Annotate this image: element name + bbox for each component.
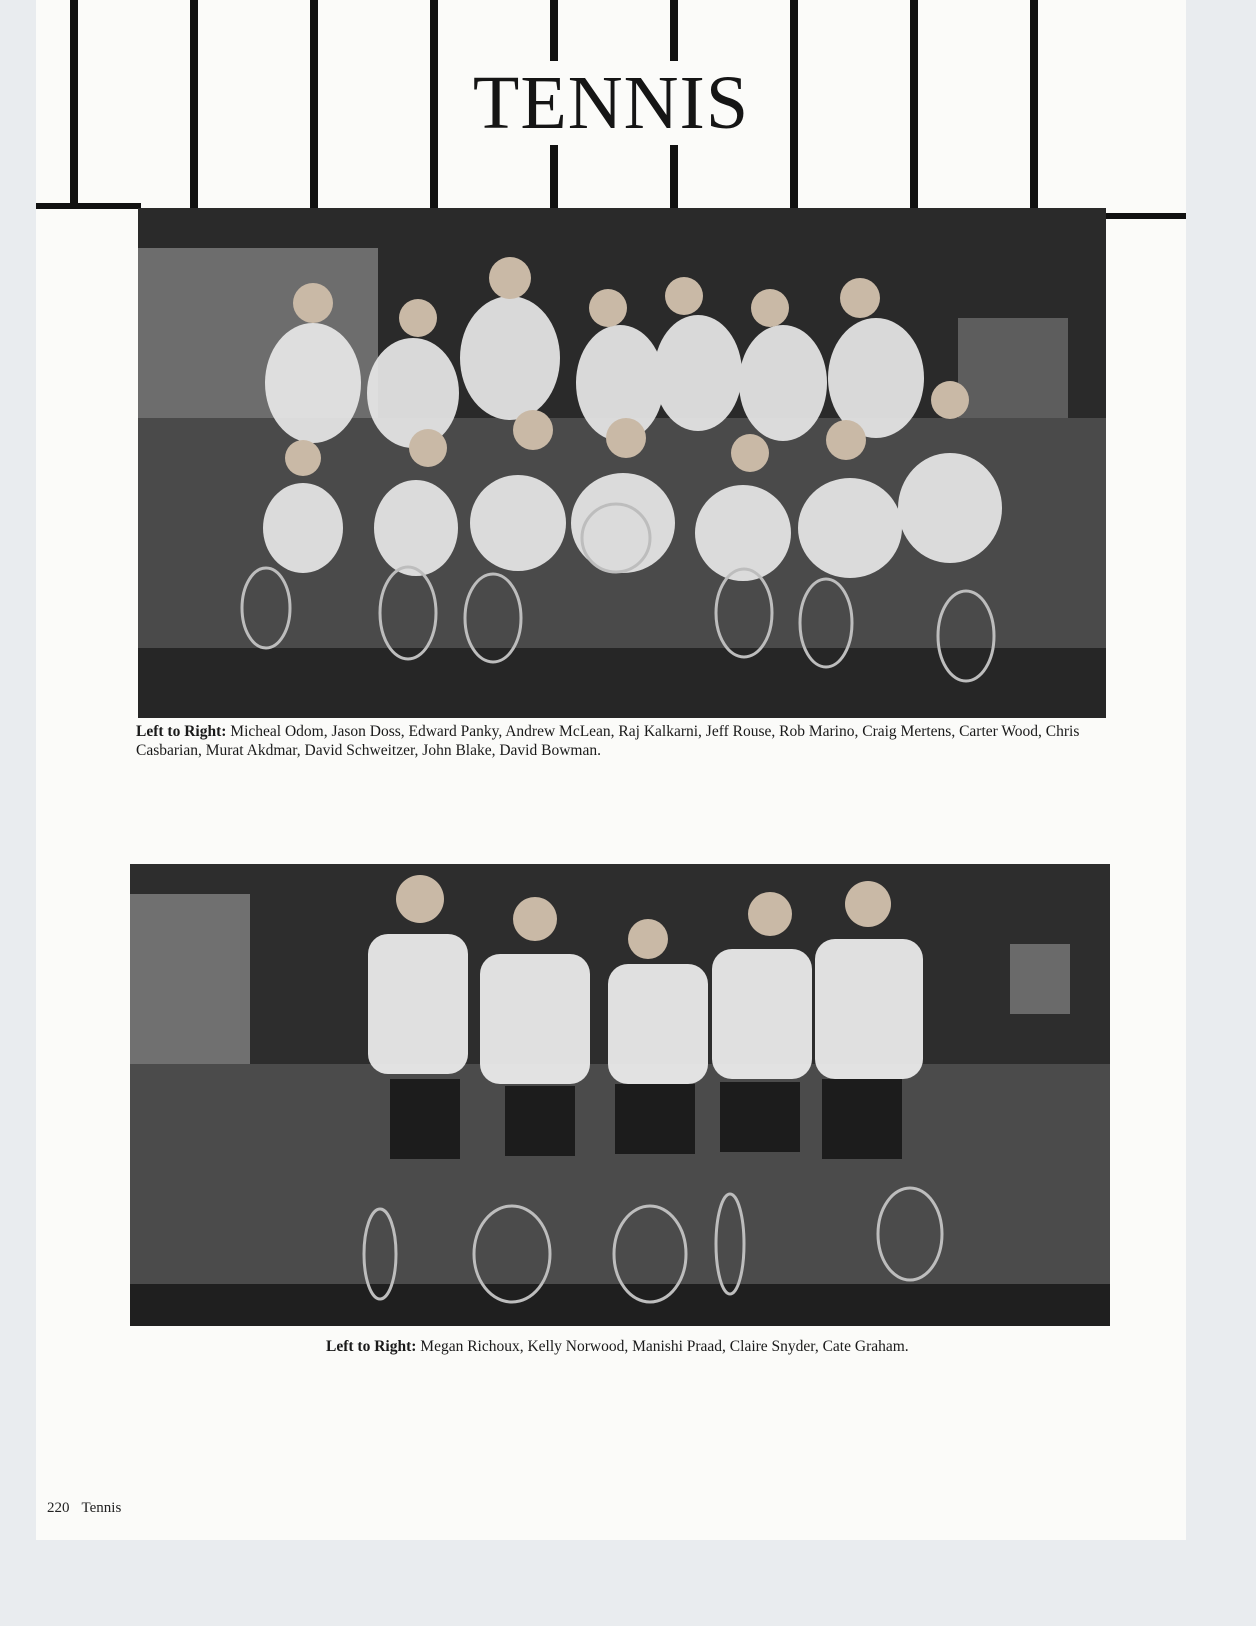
header-rule-left (36, 203, 141, 209)
boys-team-photo (138, 208, 1106, 718)
yearbook-page (36, 0, 1186, 1540)
header-rule-right (1106, 213, 1186, 219)
girls-team-photo (130, 864, 1110, 1326)
page-title: TENNIS (36, 60, 1186, 147)
page-footer (47, 1500, 133, 1517)
section-name: Tennis (81, 1500, 122, 1516)
page-number: 220 (47, 1500, 70, 1516)
boys-team-caption: Left to Right: Micheal Odom, Jason Doss, Edward Panky, Andrew McLean, Raj Kalkarni, Jeff Rouse, Rob Marino, Craig Mertens, Carter Wood, Chris Casbarian, Murat Akdmar, David Schweitzer, John Blake, David Bowman. (136, 723, 1080, 759)
girls-team-caption: Left to Right: Megan Richoux, Kelly Norwood, Manishi Praad, Claire Snyder, Cate Graham. (326, 1338, 909, 1355)
